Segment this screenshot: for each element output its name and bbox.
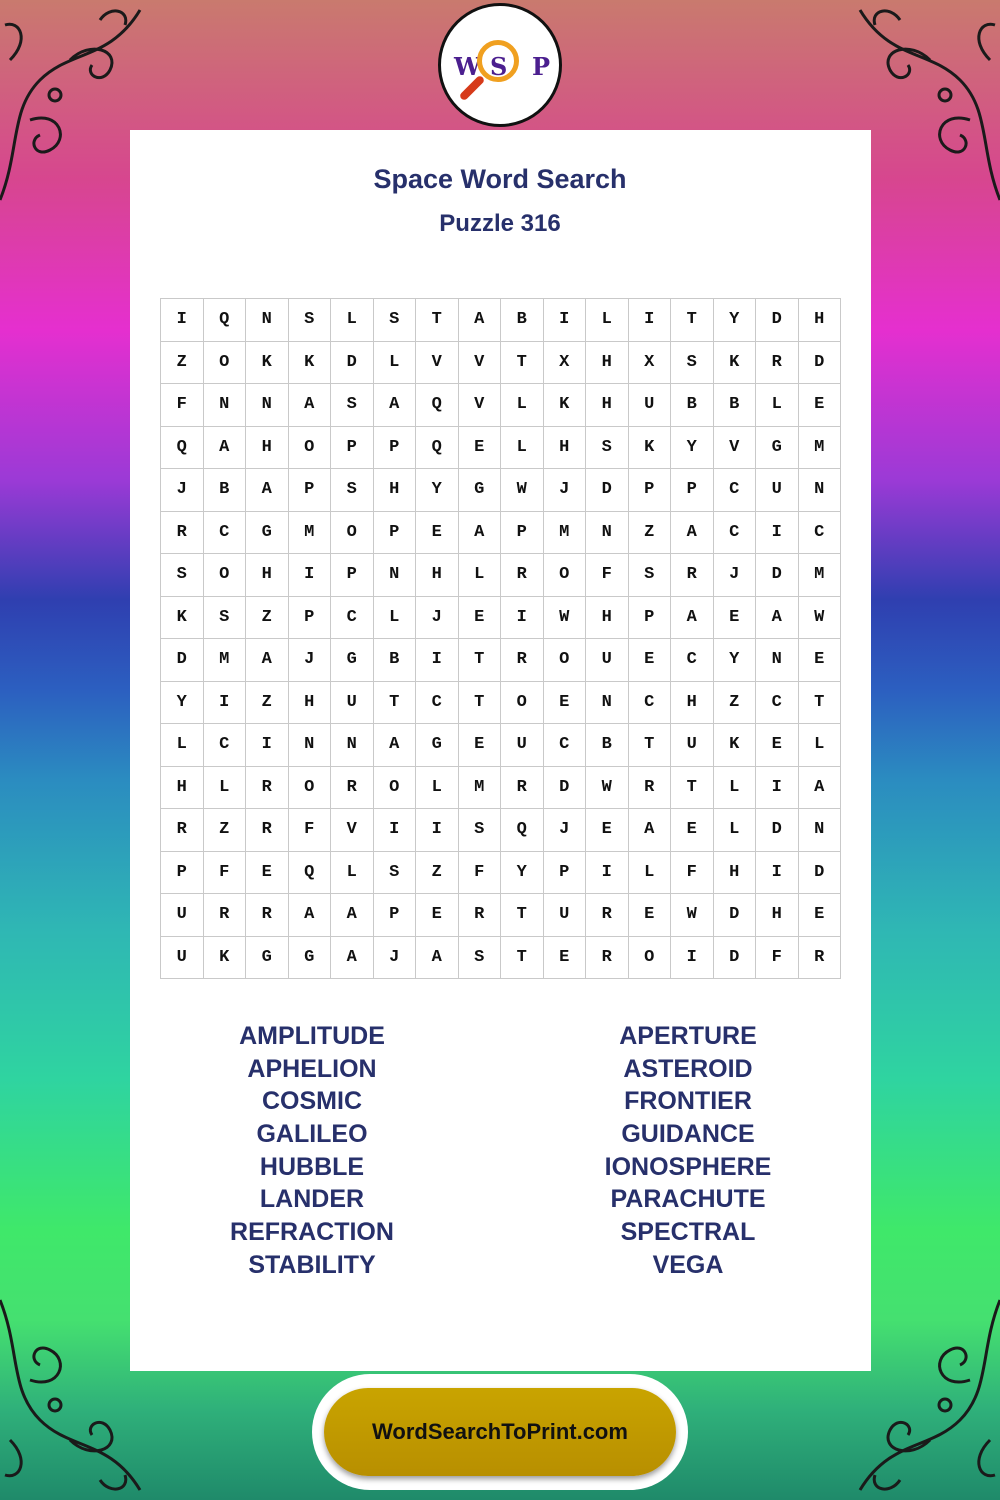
grid-cell: L	[331, 852, 374, 895]
grid-cell: P	[289, 469, 332, 512]
grid-cell: L	[714, 809, 757, 852]
grid-cell: I	[501, 597, 544, 640]
grid-cell: G	[756, 427, 799, 470]
grid-cell: P	[374, 894, 417, 937]
grid-cell: K	[544, 384, 587, 427]
grid-cell: I	[161, 299, 204, 342]
grid-cell: K	[714, 724, 757, 767]
grid-cell: E	[799, 384, 842, 427]
word-item: REFRACTION	[230, 1218, 394, 1247]
grid-cell: R	[501, 639, 544, 682]
grid-cell: J	[544, 809, 587, 852]
grid-cell: W	[799, 597, 842, 640]
grid-cell: P	[374, 427, 417, 470]
grid-cell: Q	[416, 384, 459, 427]
grid-cell: C	[331, 597, 374, 640]
grid-cell: R	[799, 937, 842, 980]
grid-cell: B	[204, 469, 247, 512]
grid-cell: U	[161, 894, 204, 937]
grid-cell: U	[331, 682, 374, 725]
footer-banner	[312, 1374, 688, 1490]
grid-cell: A	[416, 937, 459, 980]
grid-cell: T	[501, 894, 544, 937]
grid-cell: O	[331, 512, 374, 555]
grid-cell: N	[799, 469, 842, 512]
grid-cell: G	[331, 639, 374, 682]
grid-cell: O	[289, 767, 332, 810]
grid-cell: P	[544, 852, 587, 895]
grid-cell: O	[374, 767, 417, 810]
grid-cell: G	[246, 937, 289, 980]
grid-cell: E	[459, 597, 502, 640]
corner-ornament-icon	[0, 1290, 150, 1500]
grid-cell: N	[586, 512, 629, 555]
word-item: APHELION	[247, 1054, 377, 1083]
grid-cell: I	[756, 852, 799, 895]
grid-cell: K	[204, 937, 247, 980]
grid-cell: M	[544, 512, 587, 555]
grid-cell: A	[671, 597, 714, 640]
grid-cell: P	[501, 512, 544, 555]
grid-cell: H	[586, 342, 629, 385]
grid-cell: I	[756, 512, 799, 555]
grid-cell: D	[799, 342, 842, 385]
grid-cell: A	[289, 384, 332, 427]
grid-cell: C	[416, 682, 459, 725]
grid-cell: F	[586, 554, 629, 597]
grid-cell: H	[671, 682, 714, 725]
grid-cell: K	[714, 342, 757, 385]
logo-letter-s: S	[490, 52, 508, 81]
grid-cell: R	[246, 767, 289, 810]
grid-cell: B	[671, 384, 714, 427]
grid-cell: Z	[204, 809, 247, 852]
grid-cell: E	[416, 512, 459, 555]
grid-cell: H	[544, 427, 587, 470]
grid-cell: Q	[204, 299, 247, 342]
grid-cell: I	[586, 852, 629, 895]
grid-cell: Y	[161, 682, 204, 725]
grid-cell: E	[544, 937, 587, 980]
grid-cell: L	[331, 299, 374, 342]
grid-cell: O	[629, 937, 672, 980]
grid-cell: E	[629, 894, 672, 937]
grid-cell: R	[671, 554, 714, 597]
word-item: HUBBLE	[259, 1152, 365, 1181]
grid-cell: G	[416, 724, 459, 767]
grid-cell: F	[459, 852, 502, 895]
grid-cell: L	[161, 724, 204, 767]
grid-cell: R	[161, 512, 204, 555]
grid-cell: N	[204, 384, 247, 427]
grid-cell: L	[204, 767, 247, 810]
grid-cell: A	[331, 894, 374, 937]
grid-cell: P	[374, 512, 417, 555]
grid-cell: B	[714, 384, 757, 427]
grid-cell: G	[246, 512, 289, 555]
grid-cell: A	[374, 724, 417, 767]
grid-cell: R	[246, 809, 289, 852]
grid-cell: R	[331, 767, 374, 810]
grid-cell: N	[586, 682, 629, 725]
grid-cell: D	[586, 469, 629, 512]
grid-cell: I	[204, 682, 247, 725]
grid-cell: P	[671, 469, 714, 512]
grid-cell: W	[501, 469, 544, 512]
grid-cell: Z	[161, 342, 204, 385]
grid-cell: A	[246, 639, 289, 682]
grid-cell: J	[161, 469, 204, 512]
grid-cell: L	[799, 724, 842, 767]
grid-cell: T	[459, 639, 502, 682]
grid-cell: W	[544, 597, 587, 640]
grid-cell: D	[331, 342, 374, 385]
grid-cell: Z	[629, 512, 672, 555]
grid-cell: R	[756, 342, 799, 385]
grid-cell: D	[544, 767, 587, 810]
word-item: LANDER	[259, 1185, 365, 1214]
grid-cell: E	[671, 809, 714, 852]
grid-cell: Y	[714, 639, 757, 682]
grid-cell: F	[756, 937, 799, 980]
grid-cell: J	[416, 597, 459, 640]
grid-cell: F	[204, 852, 247, 895]
grid-cell: T	[501, 342, 544, 385]
grid-cell: O	[204, 342, 247, 385]
grid-cell: B	[374, 639, 417, 682]
grid-cell: A	[204, 427, 247, 470]
grid-cell: E	[459, 427, 502, 470]
grid-cell: E	[629, 639, 672, 682]
grid-cell: U	[544, 894, 587, 937]
grid-cell: E	[544, 682, 587, 725]
grid-cell: T	[459, 682, 502, 725]
grid-cell: L	[374, 342, 417, 385]
grid-cell: U	[671, 724, 714, 767]
grid-cell: S	[374, 299, 417, 342]
grid-cell: K	[629, 427, 672, 470]
grid-cell: F	[671, 852, 714, 895]
grid-cell: P	[629, 597, 672, 640]
grid-cell: R	[586, 937, 629, 980]
logo-letter-p: P	[532, 52, 551, 81]
grid-cell: E	[756, 724, 799, 767]
grid-cell: S	[459, 809, 502, 852]
grid-cell: G	[289, 937, 332, 980]
grid-cell: J	[289, 639, 332, 682]
grid-cell: T	[374, 682, 417, 725]
grid-cell: S	[374, 852, 417, 895]
grid-cell: A	[459, 299, 502, 342]
grid-cell: W	[671, 894, 714, 937]
grid-cell: D	[756, 809, 799, 852]
grid-cell: S	[161, 554, 204, 597]
grid-cell: C	[629, 682, 672, 725]
grid-cell: H	[374, 469, 417, 512]
grid-cell: S	[629, 554, 672, 597]
grid-cell: U	[161, 937, 204, 980]
word-list-left	[162, 1020, 462, 1282]
grid-cell: Z	[246, 682, 289, 725]
grid-cell: L	[501, 384, 544, 427]
word-item: ASTEROID	[623, 1054, 753, 1083]
grid-cell: D	[756, 299, 799, 342]
grid-cell: A	[799, 767, 842, 810]
grid-cell: G	[459, 469, 502, 512]
grid-cell: W	[586, 767, 629, 810]
letter-grid	[160, 298, 841, 979]
grid-cell: P	[629, 469, 672, 512]
grid-cell: E	[246, 852, 289, 895]
grid-cell: O	[544, 554, 587, 597]
grid-cell: Q	[501, 809, 544, 852]
grid-cell: P	[161, 852, 204, 895]
grid-cell: B	[586, 724, 629, 767]
grid-cell: Z	[714, 682, 757, 725]
word-item: SPECTRAL	[620, 1218, 756, 1247]
word-item: GUIDANCE	[621, 1120, 755, 1149]
grid-cell: Q	[416, 427, 459, 470]
grid-cell: T	[671, 767, 714, 810]
grid-cell: H	[756, 894, 799, 937]
grid-cell: R	[459, 894, 502, 937]
grid-cell: K	[246, 342, 289, 385]
grid-cell: Y	[671, 427, 714, 470]
grid-cell: C	[714, 512, 757, 555]
grid-cell: T	[671, 299, 714, 342]
grid-cell: Q	[161, 427, 204, 470]
grid-cell: P	[331, 554, 374, 597]
grid-cell: Z	[416, 852, 459, 895]
grid-cell: D	[799, 852, 842, 895]
grid-cell: L	[416, 767, 459, 810]
grid-cell: H	[246, 427, 289, 470]
grid-cell: S	[204, 597, 247, 640]
grid-cell: R	[629, 767, 672, 810]
grid-cell: R	[161, 809, 204, 852]
grid-cell: L	[374, 597, 417, 640]
grid-cell: M	[799, 554, 842, 597]
word-item: FRONTIER	[624, 1087, 752, 1116]
grid-cell: I	[374, 809, 417, 852]
grid-cell: I	[629, 299, 672, 342]
grid-cell: X	[544, 342, 587, 385]
grid-cell: D	[161, 639, 204, 682]
grid-cell: V	[331, 809, 374, 852]
grid-cell: F	[161, 384, 204, 427]
grid-cell: I	[416, 639, 459, 682]
grid-cell: M	[459, 767, 502, 810]
grid-cell: V	[459, 384, 502, 427]
word-item: GALILEO	[256, 1120, 368, 1149]
grid-cell: C	[756, 682, 799, 725]
grid-cell: C	[204, 724, 247, 767]
grid-cell: U	[629, 384, 672, 427]
grid-cell: L	[501, 427, 544, 470]
grid-cell: A	[246, 469, 289, 512]
grid-cell: O	[289, 427, 332, 470]
grid-cell: E	[714, 597, 757, 640]
grid-cell: L	[629, 852, 672, 895]
grid-cell: S	[671, 342, 714, 385]
grid-cell: N	[374, 554, 417, 597]
grid-cell: L	[586, 299, 629, 342]
corner-ornament-icon	[850, 1290, 1000, 1500]
grid-cell: H	[246, 554, 289, 597]
grid-cell: V	[416, 342, 459, 385]
grid-cell: N	[246, 299, 289, 342]
grid-cell: M	[799, 427, 842, 470]
grid-cell: R	[501, 767, 544, 810]
logo-letter-w: W	[454, 52, 481, 81]
grid-cell: Y	[501, 852, 544, 895]
grid-cell: S	[331, 384, 374, 427]
grid-cell: U	[501, 724, 544, 767]
grid-cell: L	[459, 554, 502, 597]
grid-cell: M	[289, 512, 332, 555]
grid-cell: A	[374, 384, 417, 427]
grid-cell: A	[331, 937, 374, 980]
grid-cell: H	[799, 299, 842, 342]
grid-cell: Z	[246, 597, 289, 640]
word-item: APERTURE	[619, 1022, 757, 1050]
grid-cell: A	[459, 512, 502, 555]
grid-cell: S	[586, 427, 629, 470]
grid-cell: C	[204, 512, 247, 555]
grid-cell: R	[586, 894, 629, 937]
grid-cell: N	[246, 384, 289, 427]
grid-cell: T	[799, 682, 842, 725]
word-item: AMPLITUDE	[239, 1022, 385, 1050]
grid-cell: M	[204, 639, 247, 682]
grid-cell: P	[289, 597, 332, 640]
grid-cell: I	[289, 554, 332, 597]
grid-cell: S	[289, 299, 332, 342]
grid-cell: L	[714, 767, 757, 810]
grid-cell: N	[289, 724, 332, 767]
grid-cell: L	[756, 384, 799, 427]
grid-cell: I	[671, 937, 714, 980]
grid-cell: B	[501, 299, 544, 342]
grid-cell: O	[204, 554, 247, 597]
grid-cell: Q	[289, 852, 332, 895]
grid-cell: Y	[416, 469, 459, 512]
grid-cell: N	[331, 724, 374, 767]
grid-cell: E	[586, 809, 629, 852]
grid-cell: N	[799, 809, 842, 852]
grid-cell: J	[544, 469, 587, 512]
word-item: COSMIC	[262, 1087, 362, 1116]
grid-cell: A	[671, 512, 714, 555]
grid-cell: E	[459, 724, 502, 767]
grid-cell: R	[501, 554, 544, 597]
grid-cell: X	[629, 342, 672, 385]
grid-cell: K	[161, 597, 204, 640]
grid-cell: S	[331, 469, 374, 512]
grid-cell: I	[416, 809, 459, 852]
grid-cell: U	[586, 639, 629, 682]
grid-cell: J	[374, 937, 417, 980]
grid-cell: E	[799, 639, 842, 682]
site-link[interactable]: WordSearchToPrint.com	[324, 1388, 676, 1476]
word-item: IONOSPHERE	[604, 1152, 772, 1181]
grid-cell: U	[756, 469, 799, 512]
grid-cell: T	[629, 724, 672, 767]
grid-cell: T	[416, 299, 459, 342]
grid-cell: R	[246, 894, 289, 937]
grid-cell: D	[714, 894, 757, 937]
grid-cell: C	[799, 512, 842, 555]
grid-cell: C	[671, 639, 714, 682]
grid-cell: C	[714, 469, 757, 512]
puzzle-number: Puzzle 316	[439, 210, 561, 237]
grid-cell: Y	[714, 299, 757, 342]
grid-cell: I	[756, 767, 799, 810]
grid-cell: I	[246, 724, 289, 767]
grid-cell: C	[544, 724, 587, 767]
grid-cell: E	[416, 894, 459, 937]
grid-cell: O	[501, 682, 544, 725]
grid-cell: V	[714, 427, 757, 470]
word-item: PARACHUTE	[610, 1185, 766, 1214]
grid-cell: H	[714, 852, 757, 895]
grid-cell: D	[756, 554, 799, 597]
grid-cell: T	[501, 937, 544, 980]
grid-cell: A	[289, 894, 332, 937]
word-item: VEGA	[652, 1250, 724, 1279]
word-list-right	[538, 1020, 838, 1282]
grid-cell: P	[331, 427, 374, 470]
grid-cell: H	[289, 682, 332, 725]
grid-cell: A	[756, 597, 799, 640]
grid-cell: E	[799, 894, 842, 937]
page-title: Space Word Search	[373, 164, 627, 194]
word-item: STABILITY	[248, 1250, 376, 1279]
wsp-logo[interactable]	[438, 3, 562, 127]
grid-cell: D	[714, 937, 757, 980]
grid-cell: J	[714, 554, 757, 597]
grid-cell: A	[629, 809, 672, 852]
grid-cell: I	[544, 299, 587, 342]
grid-cell: V	[459, 342, 502, 385]
grid-cell: F	[289, 809, 332, 852]
grid-cell: O	[544, 639, 587, 682]
grid-cell: H	[586, 597, 629, 640]
grid-cell: R	[204, 894, 247, 937]
grid-cell: S	[459, 937, 502, 980]
grid-cell: H	[161, 767, 204, 810]
grid-cell: K	[289, 342, 332, 385]
grid-cell: N	[756, 639, 799, 682]
grid-cell: H	[586, 384, 629, 427]
grid-cell: H	[416, 554, 459, 597]
